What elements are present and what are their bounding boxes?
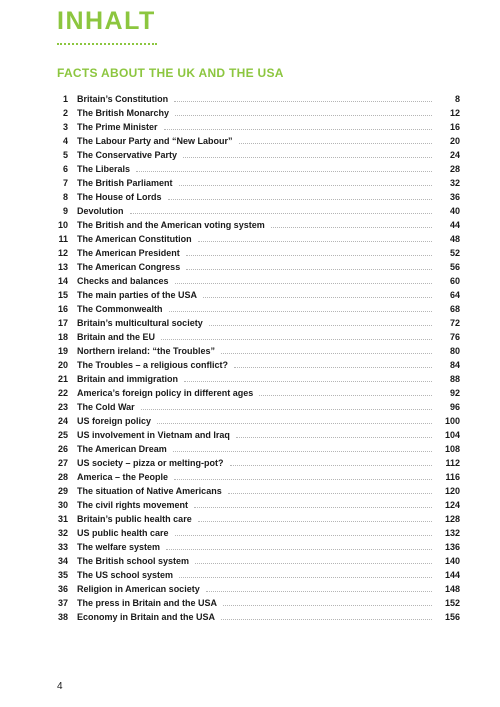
toc-entry-title: Britain and the EU	[77, 332, 156, 342]
toc-dot-leader	[236, 437, 432, 438]
toc-dot-leader	[169, 311, 432, 312]
toc-entry-title: Britain’s multicultural society	[77, 318, 203, 328]
toc-entry[interactable]	[50, 162, 460, 176]
toc-dot-leader	[206, 591, 432, 592]
toc-entry[interactable]	[50, 232, 460, 246]
toc-dot-leader	[230, 465, 432, 466]
toc-dot-leader	[183, 157, 432, 158]
toc-dot-leader	[239, 143, 432, 144]
toc-entry-number: 17	[57, 318, 68, 328]
toc-entry-title: Britain and immigration	[77, 374, 179, 384]
toc-entry-number: 31	[57, 514, 68, 524]
toc-dot-leader	[259, 395, 432, 396]
toc-dot-leader	[234, 367, 432, 368]
toc-entry[interactable]	[50, 204, 460, 218]
toc-entry-page: 112	[445, 458, 460, 468]
toc-entry-page: 76	[449, 332, 460, 342]
toc-entry[interactable]	[50, 540, 460, 554]
toc-entry-page: 8	[454, 94, 460, 104]
toc-entry-page: 136	[444, 542, 460, 552]
toc-entry-page: 28	[449, 164, 460, 174]
toc-entry-page: 16	[449, 122, 460, 132]
toc-entry[interactable]	[50, 428, 460, 442]
page-title: INHALT	[57, 7, 156, 35]
toc-entry-title: The Labour Party and “New Labour”	[77, 136, 233, 146]
toc-entry-number: 37	[57, 598, 68, 608]
toc-dot-leader	[221, 353, 432, 354]
toc-entry[interactable]	[50, 92, 460, 106]
toc-entry-number: 19	[57, 346, 68, 356]
toc-dot-leader	[175, 115, 432, 116]
toc-entry[interactable]	[50, 106, 460, 120]
toc-entry-page: 108	[444, 444, 460, 454]
toc-entry-number: 30	[57, 500, 68, 510]
toc-entry-page: 140	[444, 556, 460, 566]
toc-entry-number: 22	[57, 388, 68, 398]
toc-entry[interactable]	[50, 470, 460, 484]
toc-entry[interactable]	[50, 442, 460, 456]
toc-entry[interactable]	[50, 582, 460, 596]
toc-entry-number: 32	[57, 528, 68, 538]
toc-dot-leader	[174, 101, 432, 102]
toc-entry-number: 27	[57, 458, 68, 468]
toc-entry-page: 44	[449, 220, 460, 230]
toc-entry-title: The House of Lords	[77, 192, 162, 202]
toc-entry-title: The American Constitution	[77, 234, 192, 244]
toc-dot-leader	[186, 255, 432, 256]
toc-entry-title: The Prime Minister	[77, 122, 158, 132]
toc-entry-title: Britain’s public health care	[77, 514, 192, 524]
toc-entry-number: 34	[57, 556, 68, 566]
toc-entry-page: 12	[449, 108, 460, 118]
toc-entry-number: 35	[57, 570, 68, 580]
toc-entry[interactable]	[50, 246, 460, 260]
toc-entry[interactable]	[50, 288, 460, 302]
toc-entry-title: Devolution	[77, 206, 124, 216]
toc-entry-page: 72	[449, 318, 460, 328]
toc-entry-number: 24	[57, 416, 68, 426]
toc-entry[interactable]	[50, 274, 460, 288]
toc-entry-number: 38	[57, 612, 68, 622]
toc-entry-page: 120	[444, 486, 460, 496]
toc-entry[interactable]	[50, 120, 460, 134]
toc-entry-title: The situation of Native Americans	[77, 486, 222, 496]
toc-entry-title: The British school system	[77, 556, 190, 566]
toc-entry-title: The press in Britain and the USA	[77, 598, 218, 608]
toc-entry-number: 20	[57, 360, 68, 370]
toc-entry[interactable]	[50, 484, 460, 498]
toc-dot-leader	[130, 213, 433, 214]
toc-entry-title: The American President	[77, 248, 180, 258]
toc-entry[interactable]	[50, 344, 460, 358]
toc-entry-title: The Conservative Party	[77, 150, 178, 160]
toc-entry-title: The Commonwealth	[77, 304, 163, 314]
toc-entry[interactable]	[50, 260, 460, 274]
toc-entry[interactable]	[50, 134, 460, 148]
toc-dot-leader	[209, 325, 432, 326]
toc-entry-number: 10	[57, 220, 68, 230]
toc-entry-number: 33	[57, 542, 68, 552]
toc-entry-title: Checks and balances	[77, 276, 169, 286]
toc-entry[interactable]	[50, 610, 460, 624]
toc-entry[interactable]	[50, 302, 460, 316]
toc-entry-number: 28	[57, 472, 68, 482]
toc-dot-leader	[141, 409, 432, 410]
toc-entry[interactable]	[50, 386, 460, 400]
toc-entry-title: The Cold War	[77, 402, 135, 412]
toc-entry-title: The British Parliament	[77, 178, 173, 188]
toc-entry-page: 20	[449, 136, 460, 146]
toc-entry-page: 24	[449, 150, 460, 160]
toc-entry-title: US public health care	[77, 528, 169, 538]
toc-dot-leader	[179, 577, 432, 578]
toc-dot-leader	[184, 381, 432, 382]
toc-entry-title: The Troubles – a religious conflict?	[77, 360, 229, 370]
toc-dot-leader	[166, 549, 432, 550]
toc-dot-leader	[194, 507, 432, 508]
toc-dot-leader	[174, 479, 432, 480]
toc-entry[interactable]	[50, 372, 460, 386]
toc-entry-number: 3	[62, 122, 68, 132]
toc-entry[interactable]	[50, 148, 460, 162]
toc-entry-page: 40	[449, 206, 460, 216]
toc-entry-title: Economy in Britain and the USA	[77, 612, 216, 622]
toc-entry[interactable]	[50, 414, 460, 428]
toc-entry-title: The Liberals	[77, 164, 131, 174]
title-divider	[57, 43, 157, 45]
toc-entry-number: 15	[57, 290, 68, 300]
toc-entry-page: 100	[444, 416, 460, 426]
toc-entry-page: 152	[444, 598, 460, 608]
toc-entry-title: Religion in American society	[77, 584, 200, 594]
toc-entry-page: 80	[449, 346, 460, 356]
toc-dot-leader	[198, 521, 432, 522]
toc-dot-leader	[175, 283, 432, 284]
toc-dot-leader	[136, 171, 432, 172]
toc-dot-leader	[157, 423, 432, 424]
toc-entry-page: 156	[444, 612, 460, 622]
toc-entry-title: The US school system	[77, 570, 174, 580]
toc-entry-title: US society – pizza or melting-pot?	[77, 458, 224, 468]
toc-entry[interactable]	[50, 512, 460, 526]
toc-entry[interactable]	[50, 400, 460, 414]
toc-dot-leader	[173, 451, 432, 452]
toc-entry-number: 5	[62, 150, 68, 160]
toc-entry-number: 1	[62, 94, 68, 104]
toc-entry-number: 23	[57, 402, 68, 412]
toc-entry-number: 8	[62, 192, 68, 202]
section-title: FACTS ABOUT THE UK AND THE USA	[57, 66, 284, 80]
toc-entry-page: 132	[444, 528, 460, 538]
toc-dot-leader	[221, 619, 432, 620]
toc-entry-title: The main parties of the USA	[77, 290, 198, 300]
table-of-contents	[50, 92, 460, 624]
toc-entry-page: 52	[449, 248, 460, 258]
toc-entry[interactable]	[50, 456, 460, 470]
toc-entry-title: The civil rights movement	[77, 500, 189, 510]
toc-entry-page: 144	[444, 570, 460, 580]
toc-entry-title: The American Congress	[77, 262, 181, 272]
toc-entry-title: Northern ireland: “the Troubles”	[77, 346, 216, 356]
toc-dot-leader	[203, 297, 432, 298]
toc-dot-leader	[164, 129, 432, 130]
toc-entry-page: 116	[445, 472, 460, 482]
toc-entry[interactable]	[50, 316, 460, 330]
toc-entry-page: 64	[449, 290, 460, 300]
toc-entry-page: 48	[449, 234, 460, 244]
toc-dot-leader	[175, 535, 432, 536]
toc-dot-leader	[186, 269, 432, 270]
toc-entry-title: Britain’s Constitution	[77, 94, 169, 104]
toc-entry-page: 36	[449, 192, 460, 202]
toc-entry-title: The welfare system	[77, 542, 161, 552]
toc-entry-page: 104	[444, 430, 460, 440]
toc-entry-number: 6	[62, 164, 68, 174]
toc-dot-leader	[179, 185, 432, 186]
toc-dot-leader	[228, 493, 432, 494]
toc-entry-page: 128	[444, 514, 460, 524]
toc-entry-number: 11	[58, 234, 68, 244]
toc-entry-number: 36	[57, 584, 68, 594]
toc-dot-leader	[168, 199, 432, 200]
toc-entry-title: America’s foreign policy in different ages	[77, 388, 254, 398]
toc-entry-page: 60	[449, 276, 460, 286]
toc-entry-title: US involvement in Vietnam and Iraq	[77, 430, 230, 440]
toc-dot-leader	[223, 605, 432, 606]
toc-entry-title: The British Monarchy	[77, 108, 170, 118]
toc-entry-number: 25	[57, 430, 68, 440]
toc-dot-leader	[198, 241, 432, 242]
toc-entry-page: 148	[444, 584, 460, 594]
toc-entry-page: 88	[449, 374, 460, 384]
toc-entry-number: 12	[57, 248, 68, 258]
toc-entry-page: 96	[449, 402, 460, 412]
toc-entry-page: 84	[449, 360, 460, 370]
toc-entry-number: 18	[57, 332, 68, 342]
toc-entry-number: 9	[62, 206, 68, 216]
toc-entry[interactable]	[50, 218, 460, 232]
toc-entry-title: US foreign policy	[77, 416, 152, 426]
toc-dot-leader	[271, 227, 432, 228]
toc-entry[interactable]	[50, 190, 460, 204]
toc-entry[interactable]	[50, 596, 460, 610]
toc-entry[interactable]	[50, 176, 460, 190]
toc-entry[interactable]	[50, 330, 460, 344]
toc-entry-number: 13	[57, 262, 68, 272]
toc-entry-number: 29	[57, 486, 68, 496]
toc-dot-leader	[161, 339, 432, 340]
toc-entry-number: 21	[57, 374, 68, 384]
toc-entry-page: 56	[449, 262, 460, 272]
toc-entry[interactable]	[50, 554, 460, 568]
toc-entry-number: 7	[62, 178, 68, 188]
toc-entry[interactable]	[50, 358, 460, 372]
toc-entry[interactable]	[50, 498, 460, 512]
toc-dot-leader	[195, 563, 432, 564]
toc-entry-number: 2	[62, 108, 68, 118]
page-number: 4	[57, 681, 63, 692]
toc-entry-number: 16	[57, 304, 68, 314]
toc-entry-number: 4	[62, 136, 68, 146]
toc-entry-page: 32	[449, 178, 460, 188]
toc-entry[interactable]	[50, 526, 460, 540]
toc-entry-title: The British and the American voting system	[77, 220, 265, 230]
toc-entry-number: 26	[57, 444, 68, 454]
toc-entry-page: 92	[449, 388, 460, 398]
toc-entry-number: 14	[57, 276, 68, 286]
toc-entry[interactable]	[50, 568, 460, 582]
toc-entry-title: America – the People	[77, 472, 169, 482]
toc-entry-page: 124	[444, 500, 460, 510]
toc-entry-title: The American Dream	[77, 444, 167, 454]
toc-entry-page: 68	[449, 304, 460, 314]
